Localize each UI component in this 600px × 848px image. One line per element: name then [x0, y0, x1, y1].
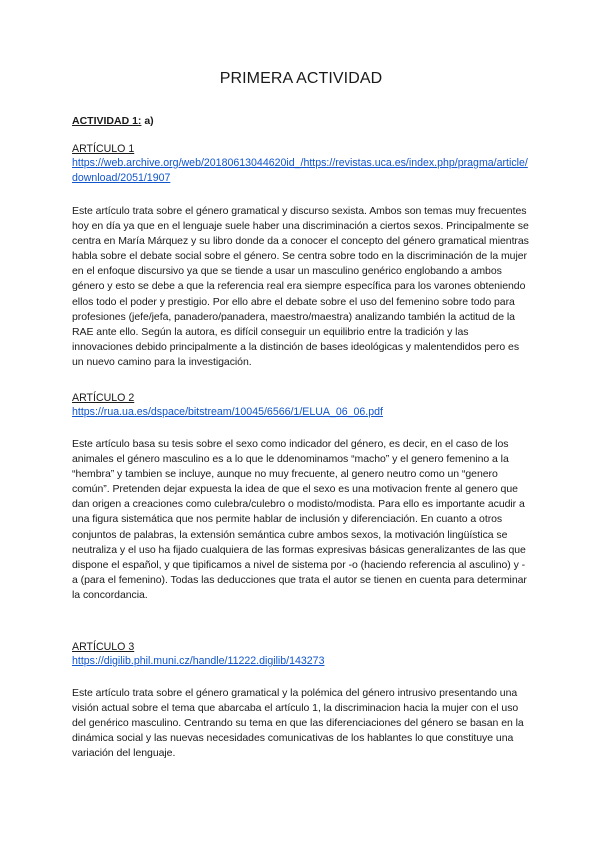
- article-3-paragraph: Este artículo trata sobre el género gramatical y la polémica del género intrusivo presentando una visión actual sobre el tema que abarcaba el artículo 1, la discriminacion hacia la mujer con el uso del genérico masculino. Centrando su tema en que las diferenciaciones del género se basan en la dinámica social y las nuevas necesidades comunicativas de los hablantes lo que constituye una variación del lenguaje.: [72, 687, 524, 760]
- article-2-paragraph: Este artículo basa su tesis sobre el sexo como indicador del género, es decir, en el caso de los animales el género masculino es a lo que le ddenominamos “macho” y el genero femenino a la “hembra” y tambien se incluye, aunque no muy frecuente, al genero neutro como un “genero común”. Pretenden dejar expuesta la idea de que el sexo es una motivacion frente al genero que dan origen a creaciones como culebra/culebro o modisto/modista. Para ello es importante acudir a una figura sistemática que nos permite hablar de inclusión y diferenciación. En cuanto a otros conjuntos de palabras, la extensión semántica cubre ambos sexos, la motivación lingüística se neutraliza y el uso ha fijado cualquiera de las formas expresivas básicas generalizantes de las que dispone el español, y que tipificamos a nivel de sistema por -o (haciendo referencia al asculino) y -a (para el femenino). Todas las deducciones que trata el autor se tienen en cuenta para determinar la concordancia.: [72, 438, 527, 601]
- activity-label: ACTIVIDAD 1:: [72, 115, 142, 127]
- activity-heading: [72, 115, 154, 127]
- article-1-link[interactable]: https://web.archive.org/web/20180613044620id_/https://revistas.uca.es/index.php/pragma/article/download/2051/1907: [72, 157, 528, 184]
- article-1-section: [72, 142, 530, 186]
- article-1-label: ARTÍCULO 1: [72, 143, 135, 155]
- article-2-link[interactable]: https://rua.ua.es/dspace/bitstream/10045/6566/1/ELUA_06_06.pdf: [72, 406, 383, 418]
- activity-suffix: a): [141, 115, 154, 127]
- article-2-label: ARTÍCULO 2: [72, 392, 135, 404]
- article-3-label: ARTÍCULO 3: [72, 641, 135, 653]
- article-1-paragraph: Este artículo trata sobre el género gramatical y discurso sexista. Ambos son temas muy frecuentes hoy en día ya que en el lenguaje suele haber una discriminación a ciertos sexos. Principalmente se centra en María Márquez y su libro donde da a conocer el concepto del género gramatical mientras habla sobre el debate social sobre el género. Se centra sobre todo en la discriminación de la mujer en el enfoque discursivo ya que se tiende a usar un masculino genérico englobando a ambos género y esto se debe a que la referencia real era siempre específica para los varones obteniendo ellos todo el poder y prestigio. Por ello abre el debate sobre el uso del femenino sobre todo para profesiones (jefe/jefa, panadero/panadera, maestro/maestra) analizando también la actitud de la RAE ante ello. Según la autora, es difícil conseguir un equilibrio entre la tradición y las innovaciones debido principalmente a la distinción de bases ideológicas y malentendidos pero es un nuevo camino para la investigación.: [72, 205, 529, 368]
- article-3-section: [72, 640, 530, 669]
- page-title: PRIMERA ACTIVIDAD: [219, 70, 383, 87]
- article-2-section: [72, 391, 530, 420]
- article-3-link[interactable]: https://digilib.phil.muni.cz/handle/11222.digilib/143273: [72, 655, 325, 667]
